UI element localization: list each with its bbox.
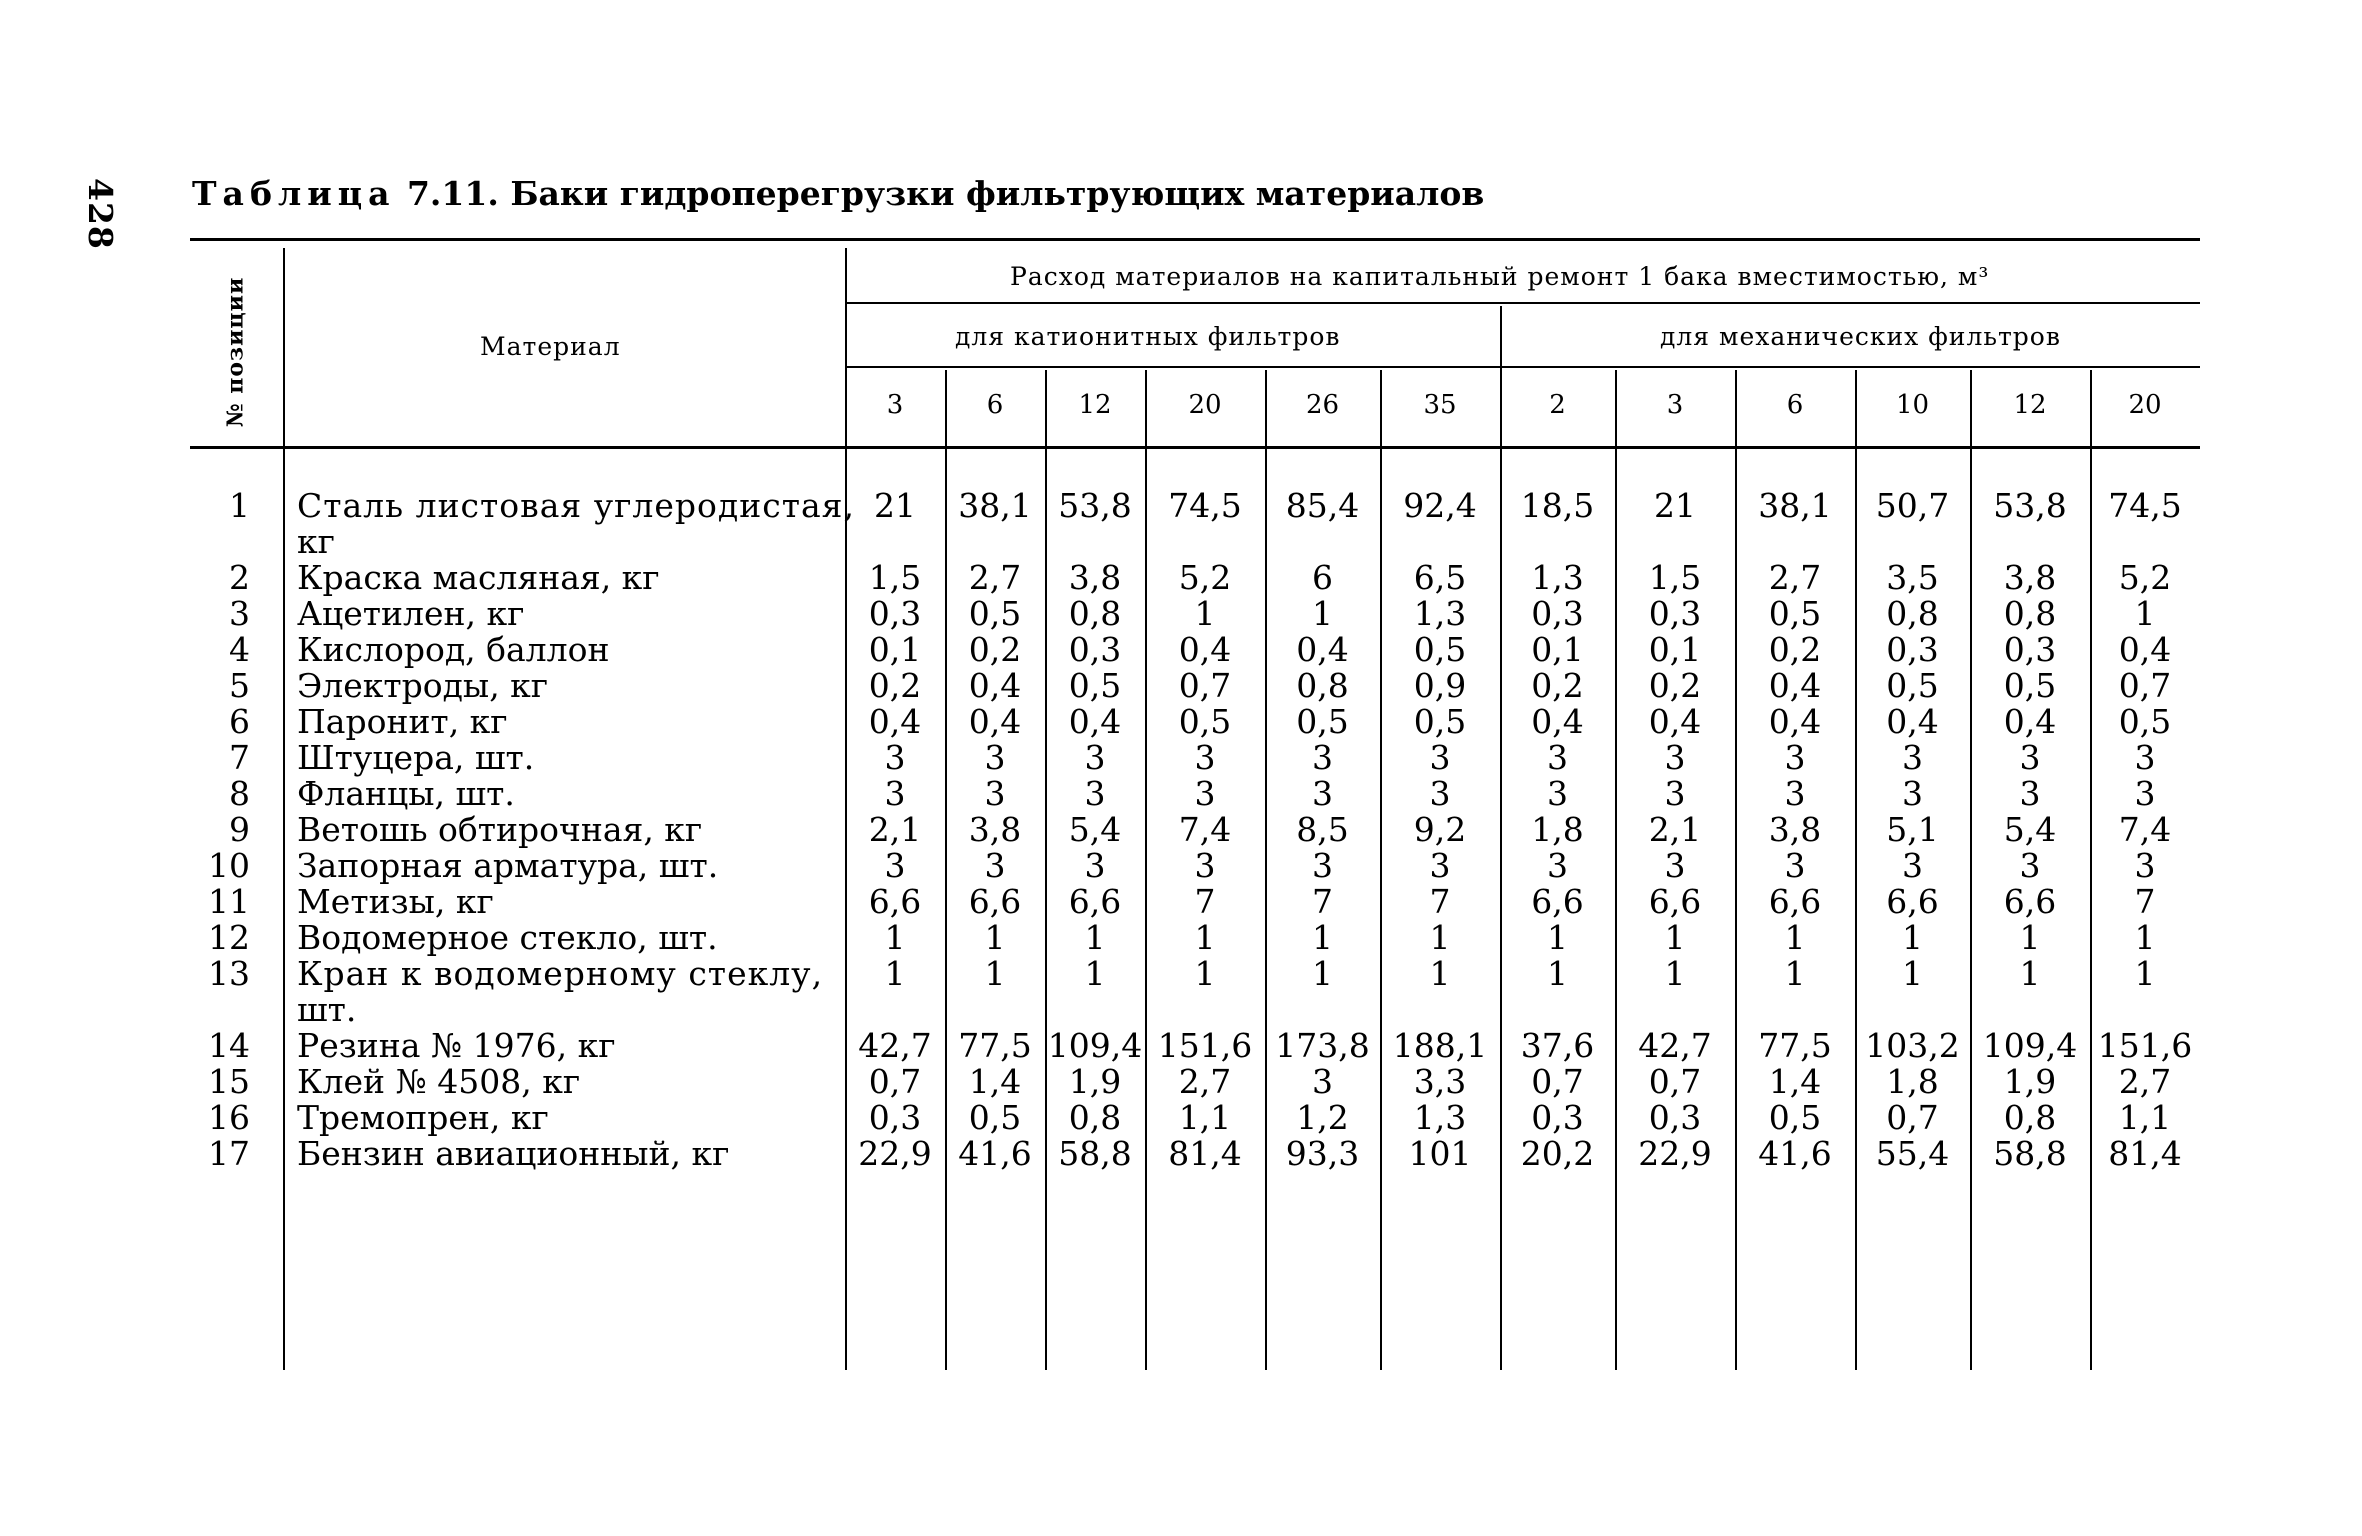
title-text: 7.11. Баки гидроперегрузки фильтрующих материалов <box>406 174 1485 213</box>
value-cell: 3 <box>984 846 1006 885</box>
material-name: Ацетилен, кг <box>297 594 525 633</box>
value-cell: 7 <box>1312 882 1333 921</box>
value-cell: 37,6 <box>1520 1026 1595 1065</box>
material-header: Материал <box>480 332 621 361</box>
value-cell: 1 <box>984 954 1006 993</box>
value-cell: 3 <box>1429 846 1451 885</box>
value-cell: 3 <box>1547 774 1568 813</box>
material-name: Тремопрен, кг <box>297 1098 549 1137</box>
value-cell: 41,6 <box>1758 1134 1832 1173</box>
volume-header: 3 <box>1666 390 1684 420</box>
value-cell: 1,8 <box>1886 1062 1939 1101</box>
position-number: 14 <box>208 1026 250 1065</box>
value-cell: 1 <box>2134 954 2156 993</box>
volume-header: 20 <box>2128 390 2162 420</box>
value-cell: 1 <box>1194 918 1216 957</box>
value-cell: 0,8 <box>1068 1098 1122 1137</box>
group-rule <box>845 366 2200 368</box>
table-top-rule <box>190 238 2200 241</box>
volume-header: 10 <box>1895 390 1930 420</box>
position-number: 15 <box>208 1062 250 1101</box>
value-cell: 151,6 <box>2097 1026 2193 1065</box>
material-name-continued: кг <box>297 522 335 561</box>
position-header-cell <box>190 272 280 432</box>
material-name-continued: шт. <box>297 990 357 1029</box>
value-cell: 0,2 <box>1531 666 1584 705</box>
value-cell: 18,5 <box>1520 486 1595 525</box>
material-name: Фланцы, шт. <box>297 774 515 813</box>
position-column-divider <box>283 248 285 1370</box>
value-cell: 6,5 <box>1413 558 1467 597</box>
value-cell: 0,9 <box>1413 666 1467 705</box>
material-name: Резина № 1976, кг <box>297 1026 616 1065</box>
value-cell: 0,4 <box>868 702 922 741</box>
value-cell: 3 <box>1664 738 1686 777</box>
value-cell: 3 <box>1194 846 1216 885</box>
position-number: 3 <box>229 594 250 633</box>
value-cell: 6,6 <box>1648 882 1702 921</box>
value-cell: 1,4 <box>968 1062 1022 1101</box>
value-cell: 0,5 <box>1068 666 1122 705</box>
value-cell: 0,7 <box>868 1062 922 1101</box>
title-lead: Таблица <box>192 174 396 213</box>
position-number: 5 <box>229 666 250 705</box>
value-cell: 3,8 <box>2003 558 2057 597</box>
value-cell: 1 <box>1664 954 1686 993</box>
position-header: № позиции <box>222 276 248 428</box>
value-cell: 1,1 <box>1178 1098 1232 1137</box>
value-cell: 0,1 <box>868 630 922 669</box>
page-number: 428 <box>81 178 120 250</box>
value-cell: 3 <box>884 846 906 885</box>
value-cell: 1,3 <box>1413 594 1467 633</box>
value-cell: 173,8 <box>1275 1026 1370 1065</box>
volume-header: 3 <box>886 390 904 420</box>
value-cell: 1,9 <box>1068 1062 1122 1101</box>
value-cell: 3 <box>1784 738 1806 777</box>
value-cell: 6,6 <box>1768 882 1822 921</box>
value-cell: 0,4 <box>1068 702 1122 741</box>
value-cell: 0,4 <box>968 702 1022 741</box>
value-cell: 3 <box>1664 846 1686 885</box>
value-cell: 0,4 <box>2003 702 2057 741</box>
value-cell: 55,4 <box>1875 1134 1950 1173</box>
value-cell: 3,3 <box>1413 1062 1467 1101</box>
value-cell: 1 <box>1194 594 1216 633</box>
material-name: Кислород, баллон <box>297 630 610 669</box>
value-cell: 53,8 <box>1058 486 1132 525</box>
value-cell: 188,1 <box>1392 1026 1488 1065</box>
value-cell: 0,7 <box>2118 666 2172 705</box>
value-cell: 2,7 <box>968 558 1022 597</box>
value-cell: 3 <box>1547 738 1568 777</box>
value-cell: 3 <box>1429 738 1451 777</box>
value-cell: 0,5 <box>1413 630 1467 669</box>
value-cell: 3 <box>1312 1062 1333 1101</box>
position-number: 8 <box>229 774 250 813</box>
value-cell: 0,1 <box>1648 630 1702 669</box>
value-cell: 6,6 <box>868 882 922 921</box>
position-number: 4 <box>229 630 250 669</box>
value-cell: 3 <box>1429 774 1451 813</box>
value-cell: 3 <box>2019 738 2041 777</box>
value-cell: 3 <box>1312 774 1333 813</box>
volume-header: 2 <box>1549 390 1566 420</box>
value-cell: 1,3 <box>1531 558 1584 597</box>
value-cell: 1,5 <box>868 558 922 597</box>
value-cell: 0,3 <box>1531 594 1584 633</box>
value-cell: 3 <box>1194 738 1216 777</box>
material-name: Метизы, кг <box>297 882 494 921</box>
value-cell: 81,4 <box>1168 1134 1242 1173</box>
value-cell: 3 <box>2134 738 2156 777</box>
value-cell: 1 <box>1784 918 1806 957</box>
value-cell: 38,1 <box>958 486 1032 525</box>
value-cell: 3 <box>984 774 1006 813</box>
value-cell: 1 <box>2134 918 2156 957</box>
value-cell: 53,8 <box>1993 486 2067 525</box>
value-cell: 77,5 <box>958 1026 1032 1065</box>
value-cell: 7,4 <box>2118 810 2172 849</box>
material-name: Водомерное стекло, шт. <box>297 918 718 957</box>
value-cell: 74,5 <box>1168 486 1242 525</box>
material-name: Клей № 4508, кг <box>297 1062 581 1101</box>
value-cell: 0,8 <box>1068 594 1122 633</box>
material-name: Электроды, кг <box>297 666 549 705</box>
value-cell: 0,5 <box>1886 666 1939 705</box>
value-cell: 22,9 <box>1638 1134 1712 1173</box>
value-cell: 2,1 <box>868 810 922 849</box>
value-cell: 1,4 <box>1768 1062 1822 1101</box>
position-number: 1 <box>229 486 250 525</box>
value-cell: 1 <box>2019 954 2041 993</box>
value-cell: 6,6 <box>968 882 1022 921</box>
position-number: 11 <box>208 882 250 921</box>
value-cell: 0,3 <box>2003 630 2057 669</box>
value-cell: 6,6 <box>1068 882 1122 921</box>
volume-header: 12 <box>1078 390 1112 420</box>
position-number: 17 <box>208 1134 250 1173</box>
value-cell: 109,4 <box>1982 1026 2078 1065</box>
value-cell: 103,2 <box>1865 1026 1960 1065</box>
value-cell: 9,2 <box>1413 810 1467 849</box>
position-number: 16 <box>208 1098 250 1137</box>
value-cell: 7,4 <box>1178 810 1232 849</box>
position-number: 7 <box>229 738 250 777</box>
cation-group-header: для катионитных фильтров <box>955 322 1341 351</box>
value-cell: 1 <box>884 954 906 993</box>
value-cell: 0,5 <box>1768 1098 1822 1137</box>
value-cell: 22,9 <box>858 1134 932 1173</box>
value-cell: 0,3 <box>868 1098 922 1137</box>
value-cell: 92,4 <box>1403 486 1477 525</box>
value-cell: 6,6 <box>1531 882 1584 921</box>
value-cell: 5,4 <box>1068 810 1122 849</box>
value-cell: 0,4 <box>1648 702 1702 741</box>
value-cell: 3,8 <box>1068 558 1122 597</box>
value-cell: 0,5 <box>968 594 1022 633</box>
value-cell: 2,7 <box>1178 1062 1232 1101</box>
volume-header: 20 <box>1188 390 1222 420</box>
material-name: Сталь листовая углеродистая, <box>297 486 855 525</box>
value-cell: 2,7 <box>1768 558 1822 597</box>
position-number: 13 <box>208 954 250 993</box>
value-cell: 1,8 <box>1531 810 1584 849</box>
value-cell: 1,2 <box>1296 1098 1349 1137</box>
value-cell: 0,4 <box>2118 630 2172 669</box>
value-cell: 3 <box>1084 738 1106 777</box>
value-cell: 42,7 <box>1638 1026 1712 1065</box>
value-cell: 0,4 <box>1178 630 1232 669</box>
value-cell: 3 <box>2019 846 2041 885</box>
value-cell: 0,8 <box>2003 1098 2057 1137</box>
volume-header: 6 <box>1786 390 1804 420</box>
value-cell: 0,4 <box>1296 630 1349 669</box>
value-cell: 3 <box>1902 846 1923 885</box>
value-cell: 0,5 <box>1768 594 1822 633</box>
value-cell: 50,7 <box>1875 486 1950 525</box>
value-cell: 93,3 <box>1285 1134 1360 1173</box>
value-cell: 38,1 <box>1758 486 1832 525</box>
value-cell: 0,7 <box>1886 1098 1939 1137</box>
value-cell: 3,5 <box>1886 558 1939 597</box>
value-cell: 0,5 <box>1413 702 1467 741</box>
position-number: 2 <box>229 558 250 597</box>
value-cell: 1 <box>1784 954 1806 993</box>
value-cell: 6,6 <box>2003 882 2057 921</box>
position-number: 9 <box>229 810 250 849</box>
value-cell: 0,5 <box>1296 702 1349 741</box>
value-cell: 5,1 <box>1886 810 1939 849</box>
value-cell: 1 <box>884 918 906 957</box>
value-cell: 5,2 <box>1178 558 1232 597</box>
volume-header: 12 <box>2013 390 2047 420</box>
value-cell: 3 <box>1664 774 1686 813</box>
value-cell: 7 <box>1194 882 1216 921</box>
value-cell: 1 <box>1312 954 1333 993</box>
value-cell: 0,4 <box>1886 702 1939 741</box>
material-name: Паронит, кг <box>297 702 508 741</box>
value-cell: 58,8 <box>1058 1134 1132 1173</box>
value-cell: 3 <box>2134 774 2156 813</box>
value-cell: 0,5 <box>2118 702 2172 741</box>
value-cell: 81,4 <box>2108 1134 2182 1173</box>
volume-header: 35 <box>1423 390 1457 420</box>
position-number: 10 <box>208 846 250 885</box>
value-cell: 0,5 <box>2003 666 2057 705</box>
value-cell: 3 <box>1902 774 1923 813</box>
value-cell: 5,4 <box>2003 810 2057 849</box>
volume-header: 6 <box>986 390 1004 420</box>
value-cell: 0,3 <box>1648 1098 1702 1137</box>
value-cell: 0,5 <box>1178 702 1232 741</box>
mechanical-group-header: для механических фильтров <box>1660 322 2061 351</box>
value-cell: 109,4 <box>1047 1026 1143 1065</box>
value-cell: 3 <box>1547 846 1568 885</box>
value-cell: 0,8 <box>1296 666 1349 705</box>
value-cell: 6 <box>1312 558 1333 597</box>
value-cell: 1,9 <box>2003 1062 2057 1101</box>
value-cell: 1 <box>1664 918 1686 957</box>
value-cell: 3 <box>2019 774 2041 813</box>
value-cell: 21 <box>1654 486 1696 525</box>
value-cell: 1 <box>1084 918 1106 957</box>
value-cell: 1 <box>1429 954 1451 993</box>
value-cell: 7 <box>2134 882 2156 921</box>
value-cell: 0,8 <box>1886 594 1939 633</box>
value-cell: 3 <box>1902 738 1923 777</box>
consumption-header: Расход материалов на капитальный ремонт 1 бака вместимостью, м³ <box>1010 262 1990 291</box>
value-cell: 1 <box>1084 954 1106 993</box>
value-cell: 1 <box>1194 954 1216 993</box>
value-cell: 0,7 <box>1178 666 1232 705</box>
value-cell: 0,2 <box>1648 666 1702 705</box>
material-name: Кран к водомерному стеклу, <box>297 954 824 993</box>
material-name: Бензин авиационный, кг <box>297 1134 730 1173</box>
page-title <box>192 174 1484 213</box>
position-number: 6 <box>229 702 250 741</box>
value-cell: 1 <box>984 918 1006 957</box>
value-cell: 0,3 <box>1648 594 1702 633</box>
value-cell: 1 <box>1547 954 1568 993</box>
value-cell: 2,7 <box>2118 1062 2172 1101</box>
value-cell: 0,3 <box>1068 630 1122 669</box>
value-cell: 0,3 <box>1531 1098 1584 1137</box>
value-cell: 3 <box>1194 774 1216 813</box>
value-cell: 0,8 <box>2003 594 2057 633</box>
value-cell: 3,8 <box>1768 810 1822 849</box>
value-cell: 2,1 <box>1648 810 1702 849</box>
volume-header: 26 <box>1305 390 1340 420</box>
value-cell: 0,4 <box>968 666 1022 705</box>
value-cell: 7 <box>1429 882 1451 921</box>
value-cell: 0,3 <box>868 594 922 633</box>
value-cell: 3 <box>1312 846 1333 885</box>
value-cell: 42,7 <box>858 1026 932 1065</box>
value-cell: 1 <box>1902 918 1923 957</box>
value-cell: 0,2 <box>868 666 922 705</box>
value-cell: 0,5 <box>968 1098 1022 1137</box>
value-cell: 77,5 <box>1758 1026 1832 1065</box>
value-cell: 101 <box>1408 1134 1472 1173</box>
value-cell: 1 <box>1429 918 1451 957</box>
value-cell: 1 <box>2134 594 2156 633</box>
value-cell: 0,1 <box>1531 630 1584 669</box>
value-cell: 0,4 <box>1768 702 1822 741</box>
value-cell: 0,4 <box>1768 666 1822 705</box>
value-cell: 5,2 <box>2118 558 2172 597</box>
value-cell: 3,8 <box>968 810 1022 849</box>
consumption-rule <box>845 302 2200 304</box>
value-cell: 20,2 <box>1520 1134 1595 1173</box>
value-cell: 41,6 <box>958 1134 1032 1173</box>
material-name: Краска масляная, кг <box>297 558 660 597</box>
value-cell: 3 <box>2134 846 2156 885</box>
material-name: Ветошь обтирочная, кг <box>297 810 703 849</box>
value-cell: 1 <box>1312 918 1333 957</box>
value-cell: 3 <box>1084 846 1106 885</box>
header-bottom-rule <box>190 446 2200 449</box>
value-cell: 1 <box>1902 954 1923 993</box>
value-cell: 0,3 <box>1886 630 1939 669</box>
value-cell: 3 <box>1312 738 1333 777</box>
value-cell: 1,3 <box>1413 1098 1467 1137</box>
value-cell: 0,7 <box>1648 1062 1702 1101</box>
value-cell: 1,5 <box>1648 558 1702 597</box>
value-cell: 1 <box>1312 594 1333 633</box>
value-cell: 0,7 <box>1531 1062 1584 1101</box>
value-cell: 21 <box>874 486 916 525</box>
value-cell: 6,6 <box>1886 882 1939 921</box>
position-number: 12 <box>208 918 250 957</box>
value-cell: 8,5 <box>1296 810 1349 849</box>
value-cell: 3 <box>984 738 1006 777</box>
value-cell: 3 <box>1784 846 1806 885</box>
value-cell: 1 <box>1547 918 1568 957</box>
value-cell: 3 <box>884 738 906 777</box>
value-cell: 85,4 <box>1285 486 1360 525</box>
value-cell: 74,5 <box>2108 486 2182 525</box>
value-cell: 58,8 <box>1993 1134 2067 1173</box>
value-cell: 0,2 <box>968 630 1022 669</box>
value-cell: 1 <box>2019 918 2041 957</box>
material-name: Запорная арматура, шт. <box>297 846 719 885</box>
value-cell: 3 <box>884 774 906 813</box>
value-cell: 3 <box>1784 774 1806 813</box>
value-cell: 0,4 <box>1531 702 1584 741</box>
value-cell: 151,6 <box>1157 1026 1253 1065</box>
value-cell: 3 <box>1084 774 1106 813</box>
value-cell: 1,1 <box>2118 1098 2172 1137</box>
value-cell: 0,2 <box>1768 630 1822 669</box>
material-name: Штуцера, шт. <box>297 738 535 777</box>
